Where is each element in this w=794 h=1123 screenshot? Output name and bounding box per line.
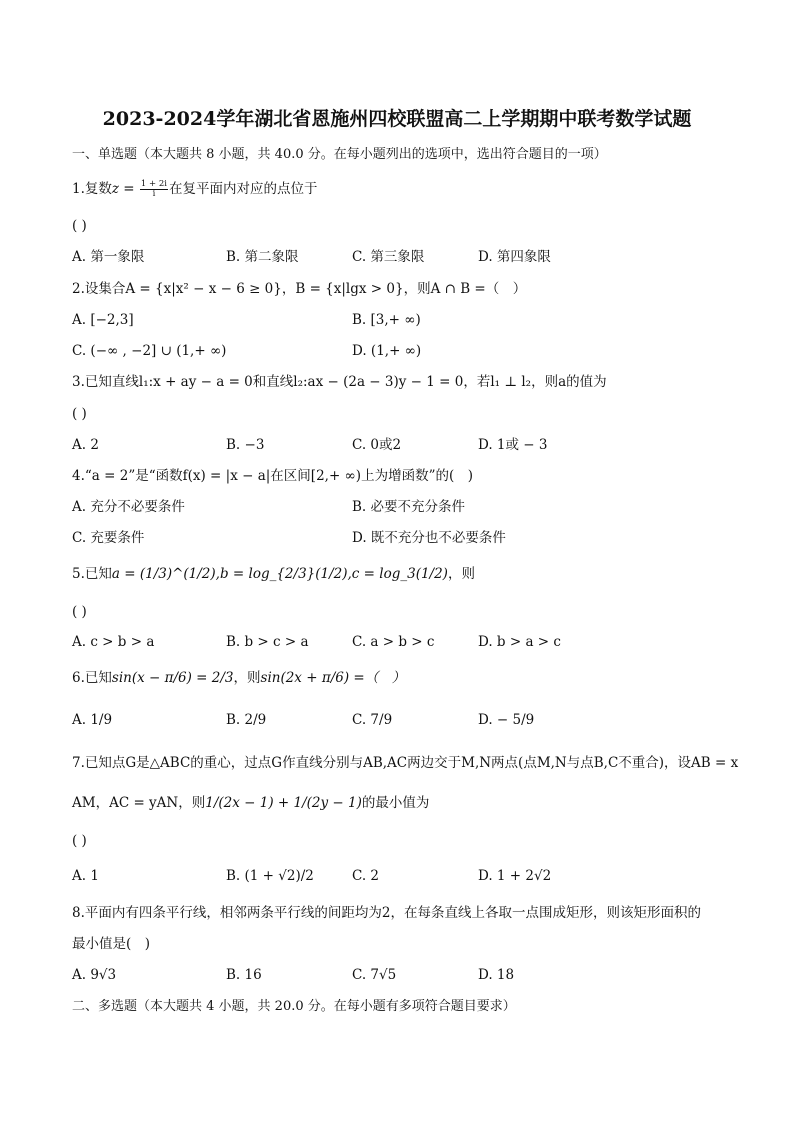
question-7-line1: 7.已知点G是△ABC的重心，过点G作直线分别与AB,AC两边交于M,N两点(点M,N与点B,C不重合)，设AB = x bbox=[72, 755, 739, 771]
answer-paren: ( ) bbox=[72, 218, 87, 234]
question-8-line2: 最小值是( ) bbox=[72, 936, 151, 952]
answer-paren: ( ) bbox=[72, 406, 87, 422]
option-c: C. 充要条件 bbox=[72, 530, 145, 546]
option-d: D. 1或 − 3 bbox=[478, 437, 548, 453]
answer-paren: ( ) bbox=[72, 833, 87, 849]
fraction: $\frac{1 + 2i}{i}$ bbox=[140, 179, 167, 199]
option-c: C. 7√5 bbox=[352, 967, 397, 983]
option-d: D. 18 bbox=[478, 967, 515, 983]
question-6: 6.已知sin(x − π/6) = 2/3，则sin(2x + π/6) =（ ） bbox=[72, 670, 406, 686]
option-b: B. (1 + √2)/2 bbox=[226, 868, 314, 884]
option-a: A. 9√3 bbox=[72, 967, 117, 983]
option-d: D. 1 + 2√2 bbox=[478, 868, 552, 884]
option-b: B. 必要不充分条件 bbox=[352, 499, 466, 515]
option-a: A. 1/9 bbox=[72, 712, 113, 728]
option-a: A. c > b > a bbox=[72, 634, 155, 650]
option-a: A. 充分不必要条件 bbox=[72, 499, 185, 515]
section-heading-single-choice: 一、单选题（本大题共 8 小题，共 40.0 分。在每小题列出的选项中，选出符合题目的一项） bbox=[72, 147, 607, 162]
question-3: 3.已知直线l₁:x + ay − a = 0和直线l₂:ax − (2a − 3)y − 1 = 0，若l₁ ⊥ l₂，则a的值为 bbox=[72, 374, 607, 390]
option-d: D. b > a > c bbox=[478, 634, 561, 650]
option-b: B. 第二象限 bbox=[226, 249, 299, 265]
option-b: B. −3 bbox=[226, 437, 265, 453]
option-b: B. 2/9 bbox=[226, 712, 267, 728]
question-5: 5.已知a = (1/3)^(1/2),b = log_{2/3}(1/2),c = log_3(1/2)，则 bbox=[72, 566, 475, 582]
option-a: A. 1 bbox=[72, 868, 99, 884]
option-c: C. (−∞ , −2] ∪ (1,+ ∞) bbox=[72, 343, 227, 359]
option-c: C. a > b > c bbox=[352, 634, 435, 650]
question-1: 1.复数z = $\frac{1 + 2i}{i}$ 在复平面内对应的点位于 bbox=[72, 179, 318, 199]
option-d: D. (1,+ ∞) bbox=[352, 343, 422, 359]
option-a: A. 第一象限 bbox=[72, 249, 145, 265]
question-7-line2: AM，AC = yAN，则1/(2x − 1) + 1/(2y − 1)的最小值为 bbox=[72, 795, 430, 811]
option-b: B. [3,+ ∞) bbox=[352, 312, 421, 328]
question-8-line1: 8.平面内有四条平行线，相邻两条平行线的间距均为2，在每条直线上各取一点围成矩形，则该矩形面积的 bbox=[72, 905, 701, 921]
answer-paren: ( ) bbox=[72, 604, 87, 620]
option-c: C. 0或2 bbox=[352, 437, 402, 453]
option-c: C. 7/9 bbox=[352, 712, 393, 728]
page-title: 2023-2024学年湖北省恩施州四校联盟高二上学期期中联考数学试题 bbox=[102, 108, 692, 130]
question-2: 2.设集合A = {x|x² − x − 6 ≥ 0}，B = {x|lgx > 0}，则A ∩ B =（ ） bbox=[72, 281, 527, 297]
option-a: A. 2 bbox=[72, 437, 99, 453]
option-a: A. [−2,3] bbox=[72, 312, 134, 328]
section-heading-multiple-choice: 二、多选题（本大题共 4 小题，共 20.0 分。在每小题有多项符合题目要求） bbox=[72, 999, 516, 1014]
option-d: D. 第四象限 bbox=[478, 249, 551, 265]
option-d: D. 既不充分也不必要条件 bbox=[352, 530, 506, 546]
option-b: B. b > c > a bbox=[226, 634, 309, 650]
option-d: D. − 5/9 bbox=[478, 712, 535, 728]
option-c: C. 第三象限 bbox=[352, 249, 425, 265]
question-4: 4.“a = 2”是“函数f(x) = |x − a|在区间[2,+ ∞)上为增函数”的( ) bbox=[72, 468, 474, 484]
option-c: C. 2 bbox=[352, 868, 380, 884]
option-b: B. 16 bbox=[226, 967, 262, 983]
